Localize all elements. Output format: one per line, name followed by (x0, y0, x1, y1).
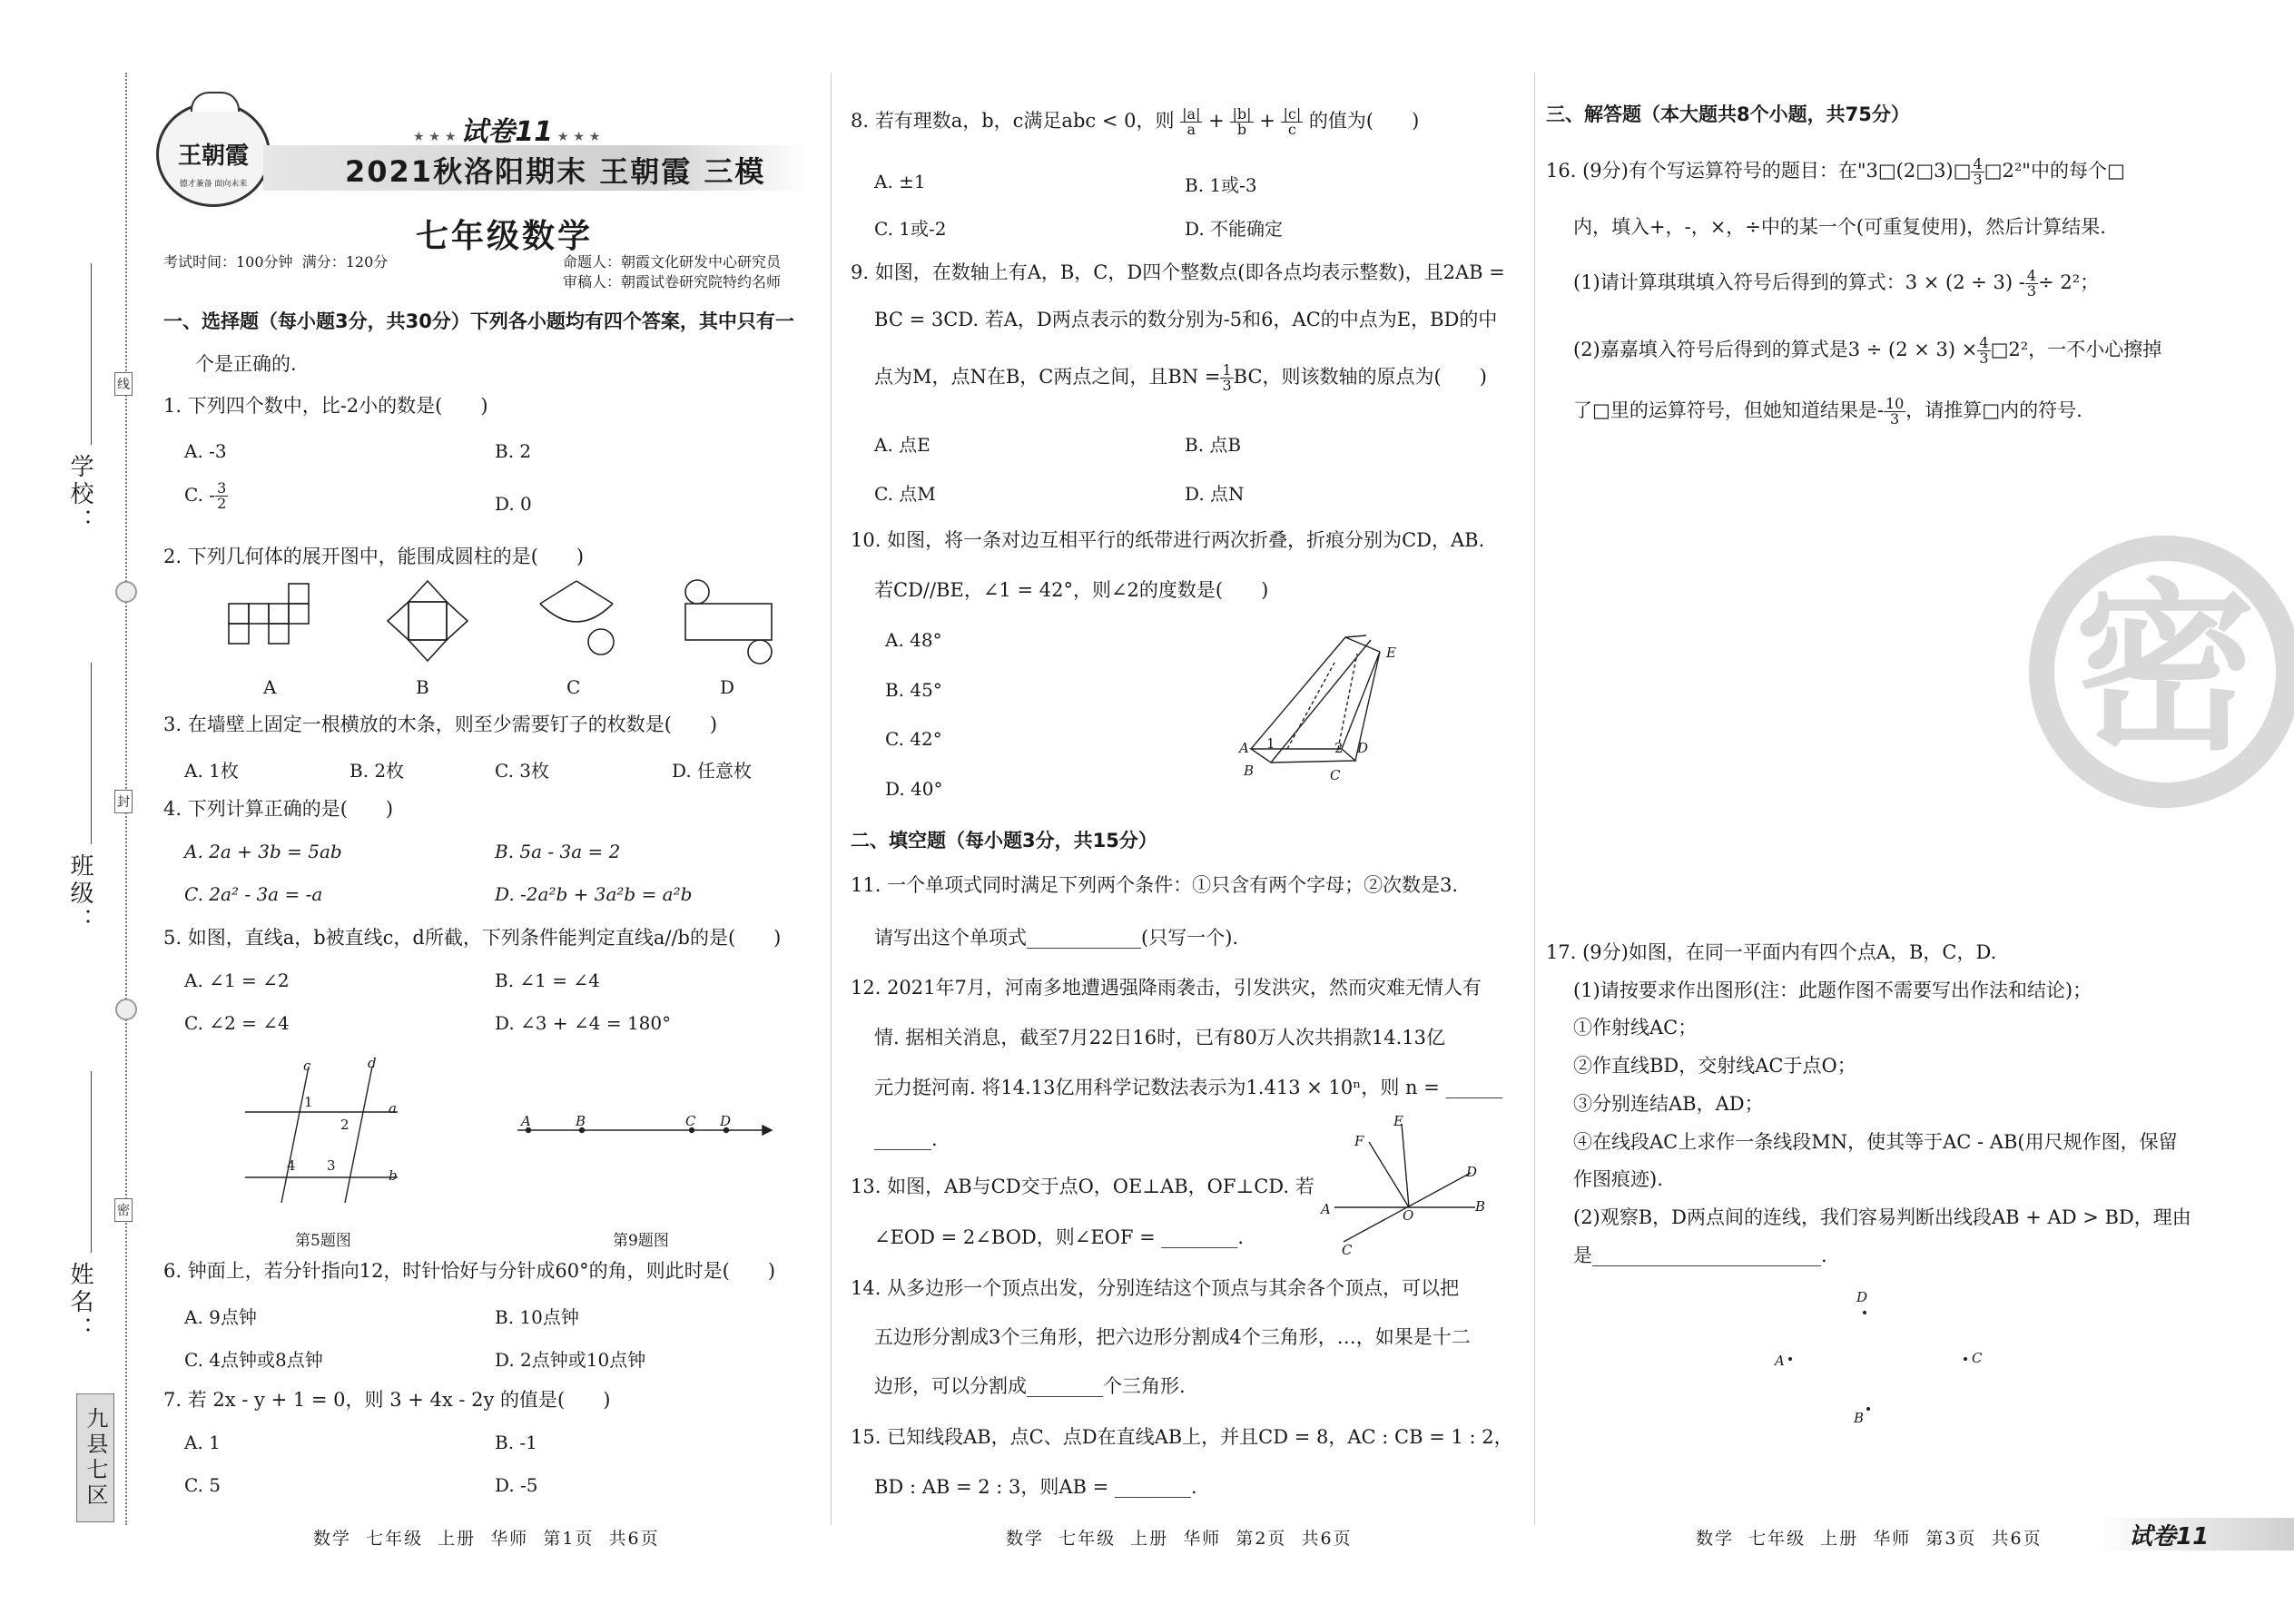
q5-fig-label-1: 1 (304, 1094, 313, 1110)
q17-line4: ②作直线BD，交射线AC于点O； (1573, 1055, 1856, 1077)
q5-option-b: B. ∠1 = ∠4 (495, 969, 600, 991)
q4-stem: 4. 下列计算正确的是( ) (163, 798, 394, 820)
q4-option-b: B. 5a - 3a = 2 (495, 841, 621, 862)
name-label: 姓名： (66, 1262, 94, 1343)
q5-option-c: C. ∠2 = ∠4 (184, 1012, 290, 1034)
q7-option-d: D. -5 (495, 1474, 538, 1496)
q6-option-c: C. 4点钟或8点钟 (184, 1349, 323, 1371)
q16-line5: 了□里的运算符号，但她知道结果是- $\frac{10}{3}$ ，请推算□内的符号. (1573, 395, 2082, 428)
footer-page-2: 数学 七年级 上册 华师 第2页 共6页 (1006, 1529, 1353, 1549)
q13-label-a: A (1321, 1201, 1331, 1217)
q17-line9: 是________________________. (1573, 1245, 1827, 1266)
q16-line3: (1)请计算琪琪填入符号后得到的算式：3 × (2 ÷ 3) - $\frac{4}{3}$ ÷ 2²； (1573, 267, 2100, 300)
q1-stem: 1. 下列四个数中，比-2小的数是( ) (163, 395, 488, 417)
q9-fig-caption: 第9题图 (613, 1232, 669, 1250)
footer-page-1: 数学 七年级 上册 华师 第1页 共6页 (313, 1529, 660, 1549)
q9-option-c: C. 点M (874, 483, 936, 505)
q17-dot-a (1788, 1357, 1792, 1361)
q1-option-b: B. 2 (495, 440, 532, 462)
q9-option-d: D. 点N (1185, 483, 1245, 505)
section1-title: 一、选择题（每小题3分，共30分）下列各小题均有四个答案，其中只有一 (163, 310, 794, 332)
q17-point-b: B (1854, 1410, 1865, 1426)
q5-option-d: D. ∠3 + ∠4 = 180° (495, 1012, 672, 1034)
q15-line2: BD : AB = 2 : 3，则AB = ________. (874, 1476, 1197, 1498)
marker-secret: 密 (114, 1198, 133, 1222)
q9-number-line (513, 1121, 776, 1139)
q17-dot-d (1863, 1311, 1866, 1314)
q7-stem: 7. 若 2x - y + 1 = 0，则 3 + 4x - 2y 的值是( ) (163, 1389, 611, 1411)
q2-label-a: A (263, 676, 277, 698)
q2-stem: 2. 下列几何体的展开图中，能围成圆柱的是( ) (163, 546, 585, 567)
q6-option-b: B. 10点钟 (495, 1306, 579, 1328)
q9-option-b: B. 点B (1185, 434, 1242, 456)
brand-sub: 德才兼备 面向未来 (179, 180, 248, 189)
q17-line3: ①作射线AC； (1573, 1017, 1698, 1038)
q14-line2: 五边形分割成3个三角形，把六边形分割成4个三角形，…，如果是十二 (874, 1326, 1471, 1348)
brand-name: 王朝霞 (177, 143, 249, 170)
q14-line1: 14. 从多边形一个顶点出发，分别连结这个顶点与其余各个顶点，可以把 (851, 1277, 1460, 1299)
watermark-seal: 密 (2029, 536, 2294, 808)
q6-option-d: D. 2点钟或10点钟 (495, 1349, 646, 1371)
q5-option-a: A. ∠1 = ∠2 (184, 969, 290, 991)
q12-line1: 12. 2021年7月，河南多地遭遇强降雨袭击，引发洪灾，然而灾难无情人有 (851, 977, 1482, 999)
q3-option-a: A. 1枚 (184, 760, 239, 782)
q17-dot-b (1866, 1407, 1870, 1411)
q1-option-c: C. - $\frac{3}{2}$ (184, 479, 227, 512)
q9-option-a: A. 点E (874, 434, 930, 456)
q10-option-d: D. 40° (885, 778, 943, 800)
q1-option-d: D. 0 (495, 493, 532, 515)
q10-label-c: C (1330, 767, 1341, 783)
section1-title-cont: 个是正确的. (195, 353, 297, 375)
q8-option-d: D. 不能确定 (1185, 218, 1284, 240)
q5-stem: 5. 如图，直线a，b被直线c，d所截，下列条件能判定直线a//b的是( ) (163, 927, 782, 949)
q8-option-b: B. 1或-3 (1185, 174, 1257, 196)
paper-number: ★ ★ ★ 试卷11 ★ ★ ★ (413, 116, 601, 148)
footer-tag: 试卷11 (2129, 1523, 2210, 1550)
q13-figure (1325, 1117, 1480, 1253)
q5-fig-label-2: 2 (340, 1117, 350, 1133)
q11-line1: 11. 一个单项式同时满足下列两个条件：①只含有两个字母；②次数是3. (851, 874, 1459, 896)
footer-page-3: 数学 七年级 上册 华师 第3页 共6页 (1696, 1529, 2043, 1549)
exam-reviewer: 审稿人：朝霞试卷研究院特约名师 (563, 273, 782, 290)
q8-stem: 8. 若有理数a，b，c满足abc < 0，则 $\frac{|a|}{a}$ + $\frac{|b|}{b}$ + $\frac{|c|}{c}$ 的值为( ) (851, 105, 1420, 138)
q12-line4: ______. (874, 1128, 938, 1150)
q10-label-b: B (1244, 763, 1255, 779)
q8-option-a: A. ±1 (874, 171, 926, 192)
q2-label-b: B (416, 676, 429, 698)
school-label: 学校： (66, 454, 94, 536)
q4-option-d: D. -2a²b + 3a²b = a²b (495, 883, 693, 905)
q9-label-b: B (576, 1113, 586, 1129)
q10-option-c: C. 42° (885, 728, 942, 750)
exam-author: 命题人：朝霞文化研发中心研究员 (563, 253, 782, 271)
q10-label-2: 2 (1334, 740, 1344, 756)
q3-option-c: C. 3枚 (495, 760, 550, 782)
q10-label-1: 1 (1266, 735, 1275, 752)
q13-line1: 13. 如图，AB与CD交于点O，OE⊥AB，OF⊥CD. 若 (851, 1176, 1314, 1197)
q17-point-a: A (1775, 1353, 1785, 1369)
q4-option-a: A. 2a + 3b = 5ab (184, 841, 342, 862)
q5-fig-label-b: b (389, 1167, 398, 1184)
q9-label-d: D (720, 1113, 732, 1129)
q11-line2: 请写出这个单项式____________(只写一个). (874, 927, 1239, 949)
q5-fig-label-a: a (389, 1100, 397, 1117)
q17-line7: 作图痕迹). (1573, 1168, 1663, 1190)
q7-option-a: A. 1 (184, 1432, 221, 1453)
brand-logo (156, 102, 271, 207)
q13-label-b: B (1475, 1198, 1486, 1215)
q14-line3: 边形，可以分割成________个三角形. (874, 1375, 1186, 1397)
q2-label-d: D (720, 676, 735, 698)
q5-fig-label-c: c (303, 1058, 311, 1074)
q16-line4: (2)嘉嘉填入符号后得到的算式是3 ÷ (2 × 3) × $\frac{4}{3}$ □2²，一不小心擦掉 (1573, 334, 2162, 367)
q13-label-c: C (1342, 1242, 1353, 1258)
q7-option-b: B. -1 (495, 1432, 537, 1453)
q16-line1: 16. (9分)有个写运算符号的题目：在"3□(2□3)□ $\frac{4}{3}$ □2²"中的每个□ (1546, 155, 2125, 188)
marker-seal: 封 (114, 790, 133, 813)
q5-fig-label-4: 4 (287, 1157, 296, 1174)
q10-option-a: A. 48° (885, 629, 942, 651)
q16-line2: 内，填入+，-，×，÷中的某一个(可重复使用)，然后计算结果. (1573, 216, 2106, 238)
q9-label-a: A (521, 1113, 531, 1129)
q6-stem: 6. 钟面上，若分针指向12，时针恰好与分针成60°的角，则此时是( ) (163, 1260, 776, 1282)
subject-title: 七年级数学 (416, 218, 594, 255)
q7-option-c: C. 5 (184, 1474, 222, 1496)
q12-line2: 情. 据相关消息，截至7月22日16时，已有80万人次共捐款14.13亿 (874, 1027, 1445, 1048)
binding-dot-icon (115, 581, 137, 603)
q12-line3: 元力挺河南. 将14.13亿用科学记数法表示为1.413 × 10ⁿ，则 n = ______ (874, 1077, 1503, 1098)
q10-label-a: A (1239, 740, 1249, 756)
q4-option-c: C. 2a² - 3a = -a (184, 883, 323, 905)
q2-figure (218, 576, 781, 667)
county-badge: 九县七区 (76, 1393, 114, 1522)
q17-dot-c (1964, 1357, 1967, 1361)
exam-title: 2021秋洛阳期末 王朝霞 三模 (345, 154, 766, 189)
q17-line8: (2)观察B，D两点间的连线，我们容易判断出线段AB + AD > BD，理由 (1573, 1206, 2191, 1228)
q5-fig-label-d: d (368, 1055, 377, 1071)
q13-label-e: E (1393, 1113, 1403, 1129)
q9-line2: BC = 3CD. 若A，D两点表示的数分别为-5和6，AC的中点为E，BD的中 (874, 309, 1498, 330)
q3-option-b: B. 2枚 (350, 760, 405, 782)
q8-option-c: C. 1或-2 (874, 218, 947, 240)
q5-fig-label-3: 3 (327, 1157, 336, 1174)
q15-line1: 15. 已知线段AB，点C、点D在直线AB上，并且CD = 8，AC : CB = 1 : 2， (851, 1426, 1513, 1448)
q10-line1: 10. 如图，将一条对边互相平行的纸带进行两次折叠，折痕分别为CD，AB. (851, 529, 1485, 551)
q9-line1: 9. 如图，在数轴上有A，B，C，D四个整数点(即各点均表示整数)，且2AB = (851, 261, 1505, 283)
marker-line: 线 (114, 372, 133, 396)
q13-line2: ∠EOD = 2∠BOD，则∠EOF = ________. (874, 1226, 1245, 1248)
crown-icon (191, 92, 240, 112)
q17-line2: (1)请按要求作出图形(注：此题作图不需要写出作法和结论)； (1573, 979, 2092, 1001)
class-label: 班级： (66, 853, 94, 935)
section2-title: 二、填空题（每小题3分，共15分） (851, 830, 1157, 851)
q5-fig-caption: 第5题图 (295, 1232, 351, 1250)
q2-label-c: C (566, 676, 581, 698)
q10-option-b: B. 45° (885, 679, 942, 701)
q17-point-c: C (1972, 1350, 1983, 1366)
q17-line1: 17. (9分)如图，在同一平面内有四个点A，B，C，D. (1546, 941, 1997, 963)
q17-point-d: D (1856, 1289, 1868, 1305)
q10-label-d: D (1357, 740, 1369, 756)
q6-option-a: A. 9点钟 (184, 1306, 257, 1328)
q17-line5: ③分别连结AB，AD； (1573, 1093, 1764, 1115)
q17-line6: ④在线段AC上求作一条线段MN，使其等于AC - AB(用尺规作图，保留 (1573, 1131, 2178, 1153)
q5-figure (236, 1058, 418, 1207)
binding-dot-icon (115, 999, 137, 1020)
q3-option-d: D. 任意枚 (672, 760, 753, 782)
q3-stem: 3. 在墙壁上固定一根横放的木条，则至少需要钉子的枚数是( ) (163, 714, 718, 735)
q13-label-o: O (1403, 1207, 1414, 1224)
q13-label-f: F (1354, 1133, 1364, 1149)
q10-label-e: E (1386, 645, 1396, 661)
section3-title: 三、解答题（本大题共8个小题，共75分） (1546, 103, 1910, 125)
q13-label-d: D (1466, 1164, 1478, 1180)
q9-line3: 点为M，点N在B，C两点之间，且BN = $\frac{1}{3}$ BC，则该数轴的原点为( ) (874, 361, 1487, 394)
q1-option-a: A. -3 (184, 440, 227, 462)
exam-time-score: 考试时间：100分钟 满分：120分 (163, 253, 389, 271)
q10-line2: 若CD//BE，∠1 = 42°，则∠2的度数是( ) (874, 579, 1269, 601)
q9-label-c: C (685, 1113, 696, 1129)
